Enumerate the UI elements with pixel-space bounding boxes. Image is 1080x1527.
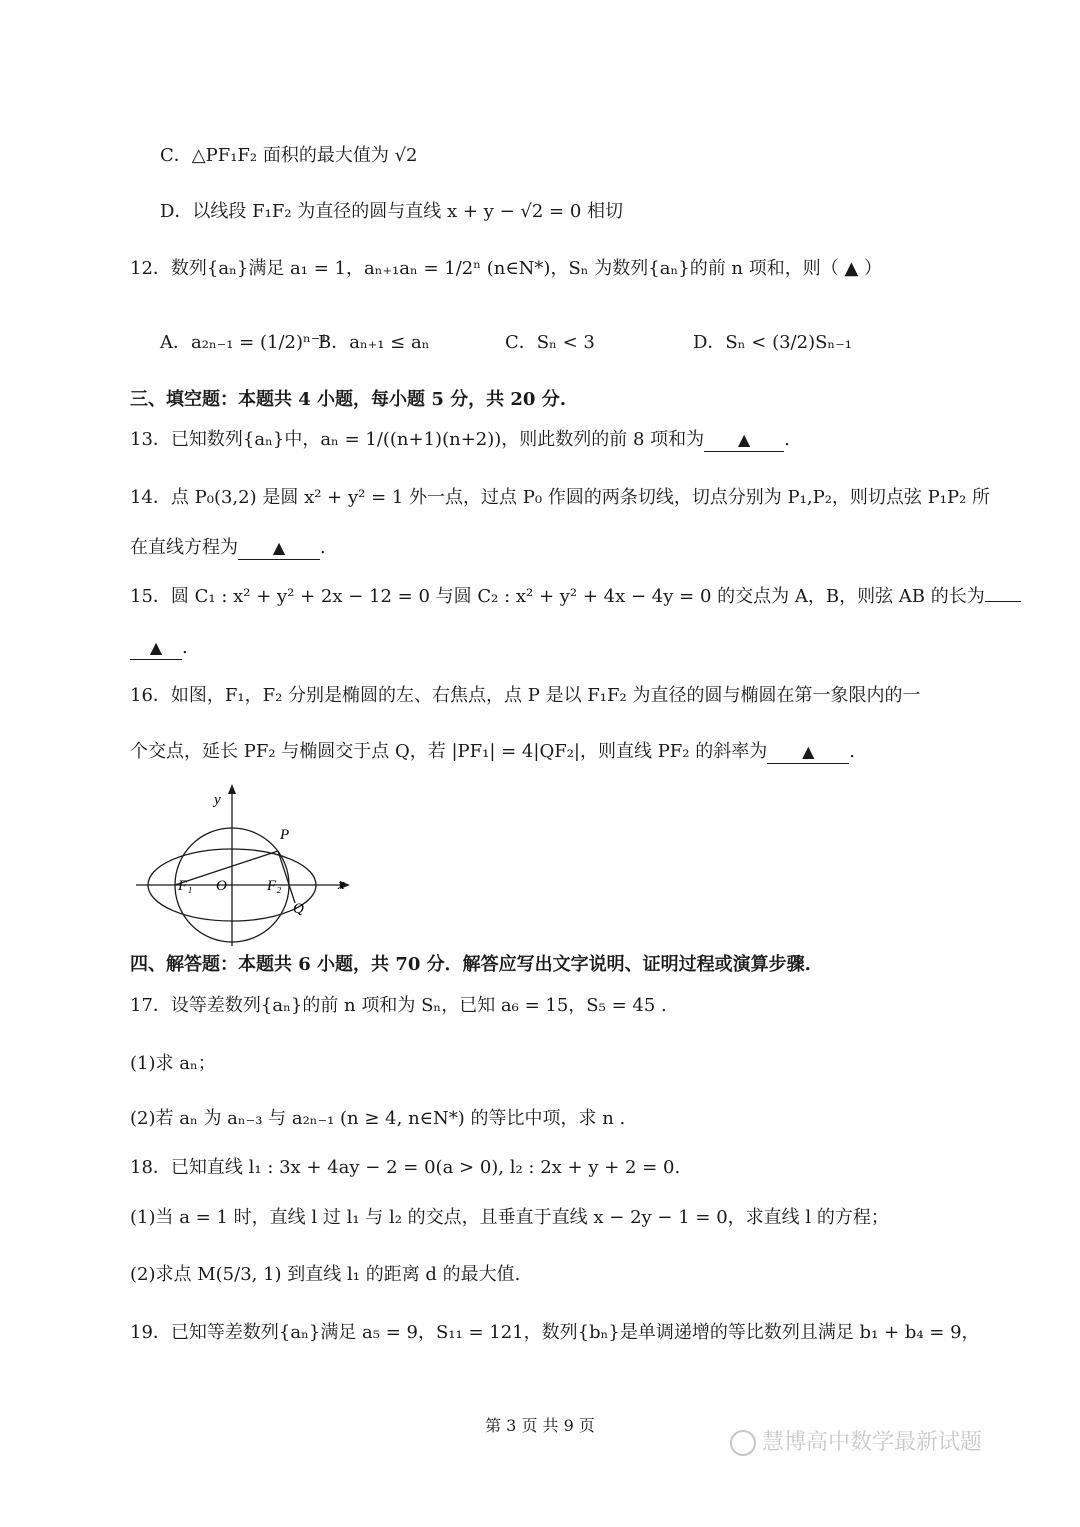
q11-option-c: C．△PF₁F₂ 面积的最大值为 √2 [160,145,418,166]
period: . [849,741,855,762]
label-p: P [280,827,290,843]
q17-stem: 17．设等差数列{aₙ}的前 n 项和为 Sₙ，已知 a₆ = 15，S₅ = 45 . [130,995,667,1016]
q15-line1 [130,586,1021,608]
y-axis-arrow-icon [228,784,236,794]
q12-option-d: D．Sₙ < (3/2)Sₙ₋₁ [693,332,852,353]
q14-line2 [130,537,326,560]
wechat-icon [730,1430,756,1456]
q17-part1: (1)求 aₙ； [130,1053,216,1074]
triangle-icon: ▲ [149,638,163,657]
answer-blank [238,537,320,560]
q17-part2: (2)若 aₙ 为 aₙ₋₃ 与 a₂ₙ₋₁ (n ≥ 4, n∈N*) 的等比中项，求 n . [130,1108,626,1129]
q13-text: 13．已知数列{aₙ}中，aₙ = 1/((n+1)(n+2))，则此数列的前 8 项和为 [130,429,705,450]
q13 [130,429,790,452]
page-footer: 第 3 页 共 9 页 [485,1416,595,1435]
label-f2: F₂ [267,878,282,894]
q12-option-a: A．a₂ₙ₋₁ = (1/2)ⁿ⁻¹ [160,332,328,353]
period: . [320,537,326,558]
answer-blank-start [985,601,1021,602]
watermark-text: 慧博高中数学最新试题 [762,1430,983,1455]
period: . [182,637,188,658]
label-o: O [216,878,227,894]
q19-stem: 19．已知等差数列{aₙ}满足 a₅ = 9，S₁₁ = 121，数列{bₙ}是单调递增的等比数列且满足 b₁ + b₄ = 9， [130,1322,980,1343]
period: . [784,429,790,450]
q11-option-d: D．以线段 F₁F₂ 为直径的圆与直线 x + y − √2 = 0 相切 [160,201,623,222]
section-3-heading: 三、填空题：本题共 4 小题，每小题 5 分，共 20 分. [130,389,566,410]
triangle-icon: ▲ [802,742,815,761]
segment-p-q [278,851,295,903]
triangle-icon: ▲ [738,430,751,449]
triangle-icon: ▲ [272,538,286,557]
q16-line1: 16．如图，F₁，F₂ 分别是椭圆的左、右焦点，点 P 是以 F₁F₂ 为直径的圆与椭圆在第一象限内的一 [130,685,921,706]
q12-option-c: C．Sₙ < 3 [505,332,595,353]
q18-part1: (1)当 a = 1 时，直线 l 过 l₁ 与 l₂ 的交点，且垂直于直线 x − 2y − 1 = 0，求直线 l 的方程； [130,1207,889,1228]
answer-blank [130,637,182,660]
label-y: y [214,792,221,808]
label-x: x [338,877,345,893]
q18-part2: (2)求点 M(5/3, 1) 到直线 l₁ 的距离 d 的最大值. [130,1264,521,1285]
ellipse-circle-figure [130,778,370,948]
q14-line1: 14．点 P₀(3,2) 是圆 x² + y² = 1 外一点，过点 P₀ 作圆的两条切线，切点分别为 P₁,P₂，则切点弦 P₁P₂ 所 [130,487,991,508]
q12-stem: 12．数列{aₙ}满足 a₁ = 1，aₙ₊₁aₙ = 1/2ⁿ (n∈N*)，Sₙ 为数列{aₙ}的前 n 项和，则（ ▲ ） [130,258,883,279]
label-q: Q [293,901,304,917]
watermark [730,1425,982,1456]
q18-stem: 18．已知直线 l₁ : 3x + 4ay − 2 = 0(a > 0), l₂ : 2x + y + 2 = 0. [130,1157,681,1178]
section-4-heading: 四、解答题：本题共 6 小题，共 70 分．解答应写出文字说明、证明过程或演算步骤. [130,954,811,975]
answer-blank [704,429,784,452]
q14-text: 在直线方程为 [130,537,238,558]
label-f1: F₁ [178,878,193,894]
q16-line2 [130,741,855,764]
q12-option-b: B．aₙ₊₁ ≤ aₙ [318,332,430,353]
answer-blank [767,741,849,764]
q15-text: 15．圆 C₁ : x² + y² + 2x − 12 = 0 与圆 C₂ : x² + y² + 4x − 4y = 0 的交点为 A，B，则弦 AB 的长为 [130,586,985,607]
q15-line2 [130,637,188,660]
q16-text: 个交点，延长 PF₂ 与椭圆交于点 Q，若 |PF₁| = 4|QF₂|，则直线 PF₂ 的斜率为 [130,741,768,762]
